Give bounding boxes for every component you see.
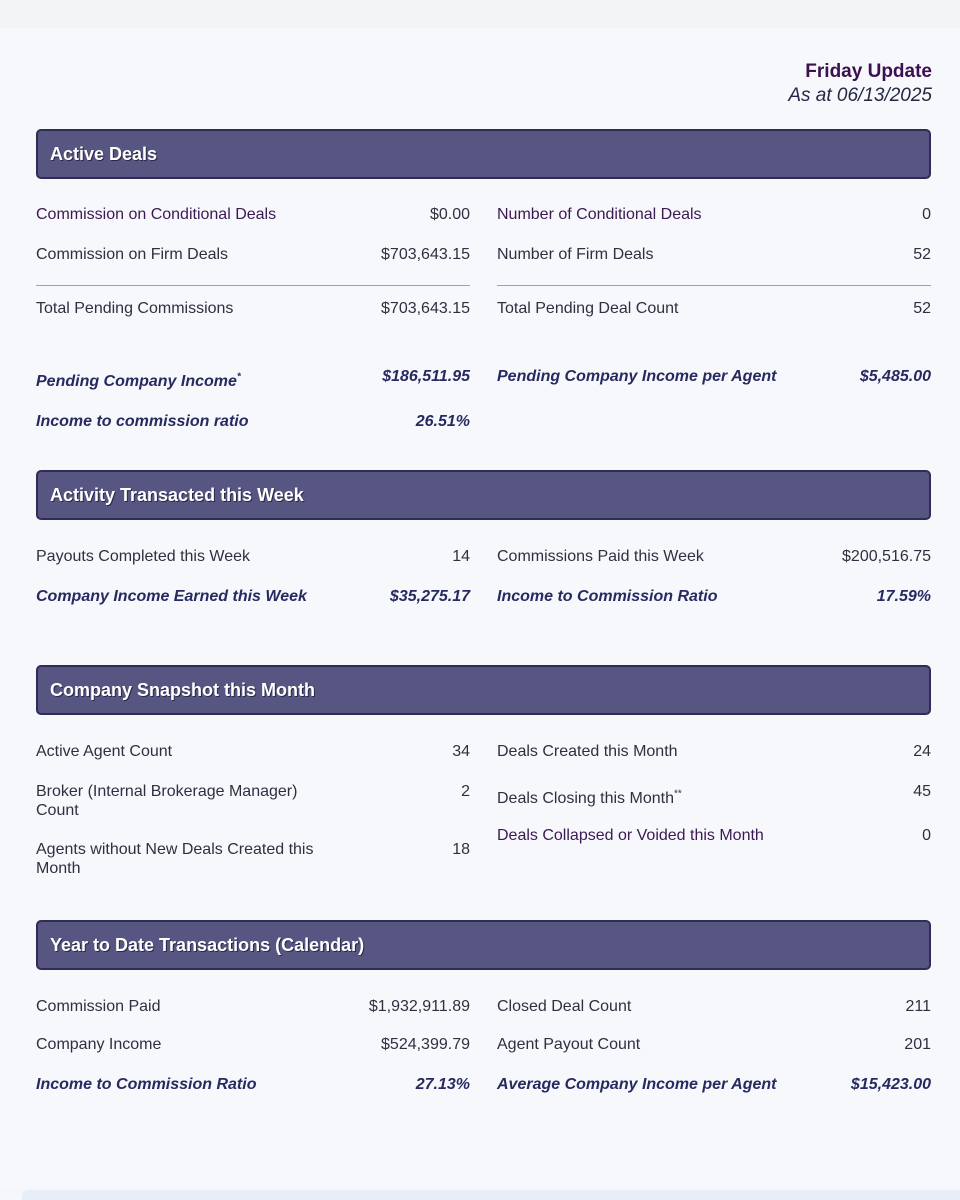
ytd-commission-paid-value: $1,932,911.89 xyxy=(368,998,470,1015)
pending-income-label-text: Pending Company Income xyxy=(36,373,237,390)
divider-left xyxy=(36,285,470,286)
top-strip xyxy=(0,0,960,28)
total-pending-comm-label: Total Pending Commissions xyxy=(36,300,234,317)
deals-closing-value: 45 xyxy=(913,783,931,800)
section-activity-week: Activity Transacted this Week xyxy=(36,470,931,520)
ytd-payout-count-label: Agent Payout Count xyxy=(497,1036,641,1053)
agents-no-deals-label: Agents without New Deals Created this Month xyxy=(36,841,314,877)
divider-right xyxy=(497,285,931,286)
ytd-closed-deals-value: 211 xyxy=(905,998,931,1015)
deals-created-value: 24 xyxy=(913,743,931,760)
agents-no-deals-value: 18 xyxy=(452,841,470,858)
comm-conditional-value: $0.00 xyxy=(429,206,470,223)
total-pending-count-label: Total Pending Deal Count xyxy=(497,300,679,317)
pending-income-per-agent-value: $5,485.00 xyxy=(859,368,931,385)
deals-closing-footnote-mark: ** xyxy=(673,788,682,800)
deals-collapsed-label: Deals Collapsed or Voided this Month xyxy=(497,827,764,844)
commissions-paid-value: $200,516.75 xyxy=(842,548,931,565)
section-active-deals: Active Deals xyxy=(36,129,931,179)
deals-closing-label-text: Deals Closing this Month xyxy=(497,790,674,807)
ytd-payout-count-value: 201 xyxy=(904,1036,931,1053)
income-earned-label: Company Income Earned this Week xyxy=(36,588,307,605)
pending-income-value: $186,511.95 xyxy=(382,368,470,385)
broker-value: 2 xyxy=(461,783,470,800)
num-conditional-label: Number of Conditional Deals xyxy=(497,206,702,223)
ytd-commission-paid-label: Commission Paid xyxy=(36,998,161,1015)
income-ratio-value: 26.51% xyxy=(415,413,470,430)
deals-created-label: Deals Created this Month xyxy=(497,743,678,760)
week-ratio-label: Income to Commission Ratio xyxy=(497,588,718,605)
commissions-paid-label: Commissions Paid this Week xyxy=(497,548,704,565)
total-pending-count-value: 52 xyxy=(913,300,931,317)
pending-income-label xyxy=(36,372,336,391)
active-agents-label: Active Agent Count xyxy=(36,743,173,760)
active-agents-value: 34 xyxy=(452,743,470,760)
pending-income-per-agent-label: Pending Company Income per Agent xyxy=(497,368,777,385)
income-earned-value: $35,275.17 xyxy=(389,588,470,605)
comm-firm-value: $703,643.15 xyxy=(381,246,470,263)
section-snapshot-month: Company Snapshot this Month xyxy=(36,665,931,715)
ytd-closed-deals-label: Closed Deal Count xyxy=(497,998,632,1015)
comm-firm-label: Commission on Firm Deals xyxy=(36,246,229,263)
pending-income-footnote-mark: * xyxy=(236,371,241,383)
deals-collapsed-value: 0 xyxy=(922,827,931,844)
num-firm-value: 52 xyxy=(913,246,931,263)
ytd-ratio-value: 27.13% xyxy=(415,1076,470,1093)
payouts-value: 14 xyxy=(452,548,470,565)
section-ytd: Year to Date Transactions (Calendar) xyxy=(36,920,931,970)
ytd-company-income-label: Company Income xyxy=(36,1036,162,1053)
ytd-avg-income-label: Average Company Income per Agent xyxy=(497,1076,777,1093)
bottom-strip xyxy=(22,1190,960,1200)
ytd-avg-income-value: $15,423.00 xyxy=(850,1076,931,1093)
report-header xyxy=(788,60,932,108)
report-date: As at 06/13/2025 xyxy=(788,85,932,106)
num-firm-label: Number of Firm Deals xyxy=(497,246,654,263)
ytd-company-income-value: $524,399.79 xyxy=(381,1036,470,1053)
num-conditional-value: 0 xyxy=(922,206,931,223)
total-pending-comm-value: $703,643.15 xyxy=(381,300,470,317)
deals-closing-label xyxy=(497,789,782,808)
report-title: Friday Update xyxy=(805,61,932,82)
ytd-ratio-label: Income to Commission Ratio xyxy=(36,1076,257,1093)
payouts-label: Payouts Completed this Week xyxy=(36,548,251,565)
income-ratio-label: Income to commission ratio xyxy=(36,413,249,430)
week-ratio-value: 17.59% xyxy=(876,588,931,605)
broker-label: Broker (Internal Brokerage Manager) Count xyxy=(36,783,298,819)
comm-conditional-label: Commission on Conditional Deals xyxy=(36,206,277,223)
